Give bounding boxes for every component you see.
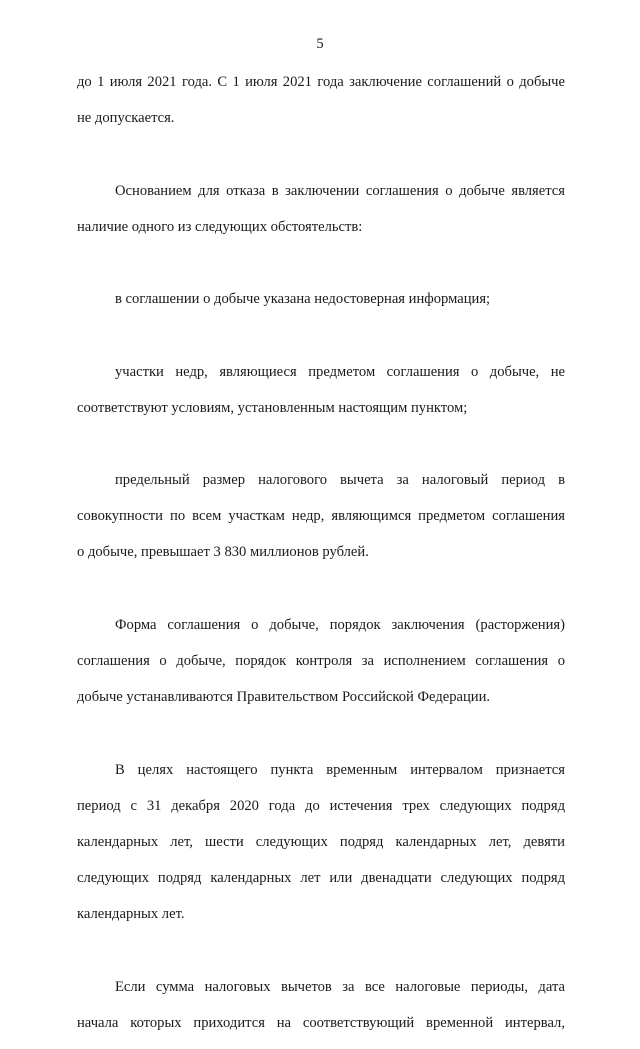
text-line: соглашения о добыче, порядок контроля за исполнением соглашения о — [77, 653, 565, 669]
text-line: Если сумма налоговых вычетов за все налоговые периоды, дата — [115, 978, 565, 995]
text-line: календарных лет, шести следующих подряд календарных лет, девяти — [77, 833, 565, 850]
paragraph-false-info — [77, 289, 565, 325]
text-line: совокупности по всем участкам недр, являющимся предметом соглашения — [77, 508, 565, 525]
text-line: следующих подряд календарных лет или двенадцати следующих подряд — [77, 870, 565, 887]
paragraph-refusal-grounds — [77, 181, 565, 253]
document-body — [77, 72, 565, 1049]
text-line: добыче устанавливаются Правительством Российской Федерации. — [77, 689, 491, 706]
text-line: календарных лет. — [77, 906, 185, 923]
text-line: В целях настоящего пункта временным интервалом признается — [115, 761, 565, 778]
paragraph-deduction-limit — [77, 470, 565, 579]
text-line: соответствуют условиям, установленным настоящим пунктом; — [77, 399, 468, 416]
text-line: не допускается. — [77, 110, 175, 127]
paragraph-continuation — [77, 72, 565, 144]
paragraph-subsoil-plots — [77, 362, 565, 434]
paragraph-time-interval — [77, 760, 565, 941]
text-line: начала которых приходится на соответствующий временной интервал, — [77, 1014, 565, 1031]
text-line: о добыче, превышает 3 830 миллионов рублей. — [77, 544, 369, 561]
text-line: период с 31 декабря 2020 года до истечения трех следующих подряд — [77, 797, 565, 814]
text-line: предельный размер налогового вычета за налоговый период в — [115, 472, 565, 489]
text-line: наличие одного из следующих обстоятельств: — [77, 218, 363, 235]
text-line: в соглашении о добыче указана недостоверная информация; — [115, 291, 491, 308]
paragraph-deduction-sum — [77, 977, 565, 1049]
text-line: участки недр, являющиеся предметом соглашения о добыче, не — [115, 363, 565, 380]
text-line: Форма соглашения о добыче, порядок заключения (расторжения) — [115, 616, 565, 633]
paragraph-agreement-form — [77, 615, 565, 724]
page-number: 5 — [316, 36, 324, 52]
text-line: до 1 июля 2021 года. С 1 июля 2021 года заключение соглашений о добыче — [77, 74, 565, 90]
text-line: Основанием для отказа в заключении соглашения о добыче является — [115, 182, 565, 199]
